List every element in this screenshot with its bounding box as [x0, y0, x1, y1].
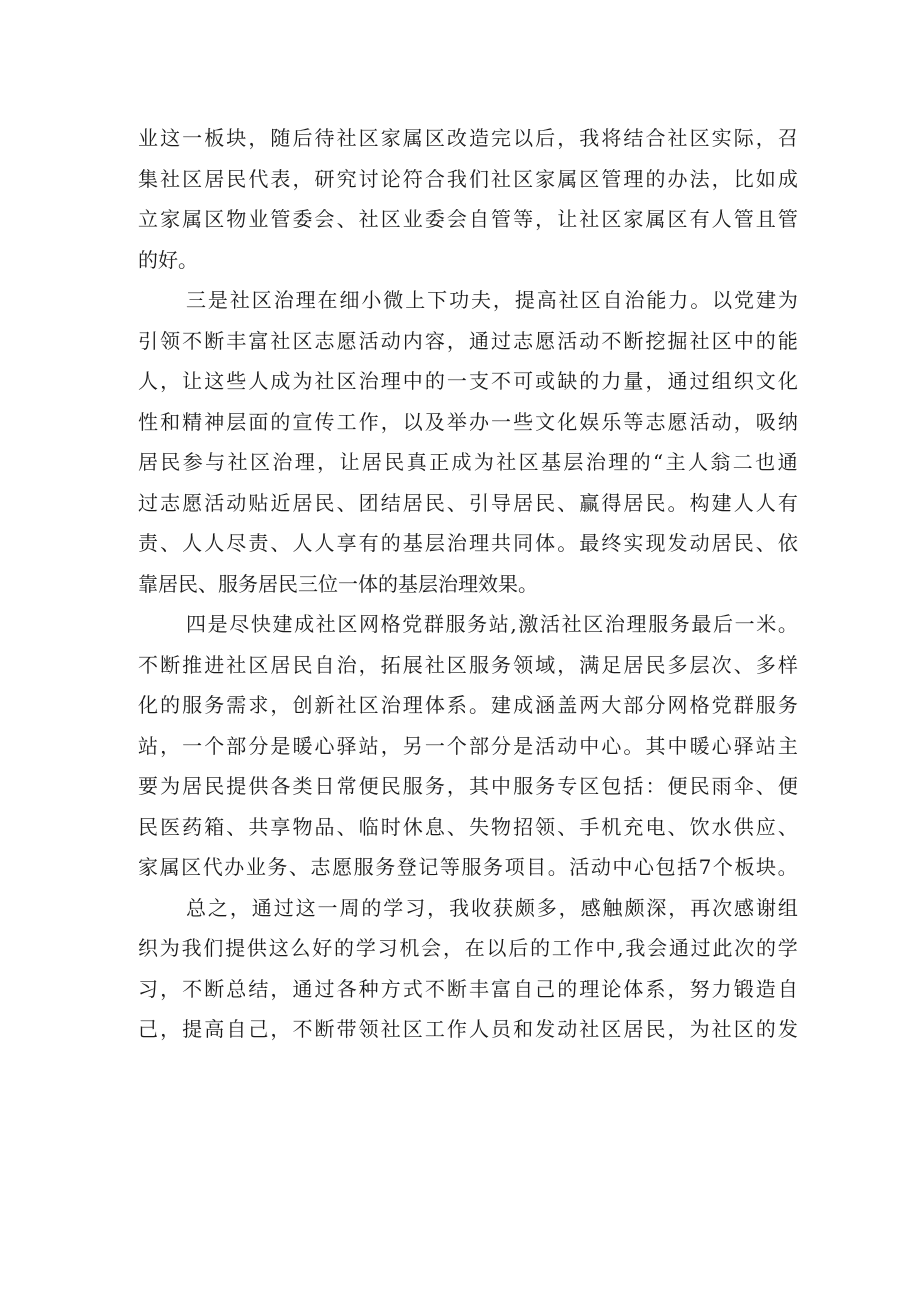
text-line: 站 ， 一 个 部 分 是 暖 心 驿 站 ， 另 一 个 部 分 是 活 动 中 心 。 其 中 暖 心 驿 站 主	[138, 733, 798, 758]
text-line: 过 志 愿 活 动 贴 近 居 民 、 团 结 居 民 、 引 导 居 民 、 赢 得 居 民 。 构 建 人 人 有	[138, 490, 798, 515]
text-line: 家 属 区 代 办 业 务 、 志 愿 服 务 登 记 等 服 务 项 目 。 活 动 中 心 包 括 7 个 板 块 。	[138, 855, 798, 879]
text-line: 化 的 服 务 需 求 ， 创 新 社 区 治 理 体 系 。 建 成 涵 盖 两 大 部 分 网 格 党 群 服 务	[138, 693, 798, 717]
text-line: 引 领 不 断 丰 富 社 区 志 愿 活 动 内 容 ， 通 过 志 愿 活 动 不 断 挖 掘 社 区 中 的 能	[138, 328, 798, 353]
text-line: 靠居民、服务居民三位一体的基层治理效果。	[138, 571, 538, 596]
text-line: 人 ， 让 这 些 人 成 为 社 区 治 理 中 的 一 支 不 可 或 缺 的 力 量 ， 通 过 组 织 文 化	[138, 369, 798, 393]
text-line: 业 这 一 板 块 ， 随 后 待 社 区 家 属 区 改 造 完 以 后 ， 我 将 结 合 社 区 实 际 ， 召	[138, 126, 798, 150]
text-line: 要 为 居 民 提 供 各 类 日 常 便 民 服 务 ， 其 中 服 务 专 区 包 括 ： 便 民 雨 伞 、 便	[138, 774, 798, 798]
text-line: 责 、 人 人 尽 责 、 人 人 享 有 的 基 层 治 理 共 同 体 。 最 终 实 现 发 动 居 民 、 依	[138, 531, 798, 555]
text-line: 不 断 推 进 社 区 居 民 自 治 ， 拓 展 社 区 服 务 领 域 ， 满 足 居 民 多 层 次 、 多 样	[138, 652, 798, 677]
text-line: 三 是 社 区 治 理 在 细 小 微 上 下 功 夫 ， 提 高 社 区 自 治 能 力 。 以 党 建 为	[186, 288, 798, 312]
text-line: 立 家 属 区 物 业 管 委 会 、 社 区 业 委 会 自 管 等 ， 让 社 区 家 属 区 有 人 管 且 管	[138, 207, 798, 231]
text-line: 织 为 我 们 提 供 这 么 好 的 学 习 机 会 ， 在 以 后 的 工 作 中 , 我 会 通 过 此 次 的 学	[138, 936, 798, 960]
text-line: 性 和 精 神 层 面 的 宣 传 工 作 ， 以 及 举 办 一 些 文 化 娱 乐 等 志 愿 活 动 ， 吸 纳	[138, 409, 798, 434]
text-line: 的好。	[138, 247, 198, 272]
text-line: 己 ， 提 高 自 己 ， 不 断 带 领 社 区 工 作 人 员 和 发 动 社 区 居 民 ， 为 社 区 的 发	[138, 1017, 798, 1041]
text-line: 习 ， 不 断 总 结 ， 通 过 各 种 方 式 不 断 丰 富 自 己 的 理 论 体 系 ， 努 力 锻 造 自	[138, 976, 798, 1001]
text-line: 居 民 参 与 社 区 治 理 ， 让 居 民 真 正 成 为 社 区 基 层 治 理 的 “ 主 人 翁 二 也 通	[138, 450, 798, 474]
document-body	[138, 118, 798, 1050]
text-line: 集 社 区 居 民 代 表 ， 研 究 讨 论 符 合 我 们 社 区 家 属 区 管 理 的 办 法 ， 比 如 成	[138, 166, 798, 191]
text-line: 四 是 尽 快 建 成 社 区 网 格 党 群 服 务 站 , 激 活 社 区 治 理 服 务 最 后 一 米 。	[186, 612, 798, 636]
text-line: 总 之 ， 通 过 这 一 周 的 学 习 ， 我 收 获 颇 多 ， 感 触 颇 深 ， 再 次 感 谢 组	[186, 895, 798, 920]
text-line: 民 医 药 箱 、 共 享 物 品 、 临 时 休 息 、 失 物 招 领 、 手 机 充 电 、 饮 水 供 应 、	[138, 814, 798, 839]
